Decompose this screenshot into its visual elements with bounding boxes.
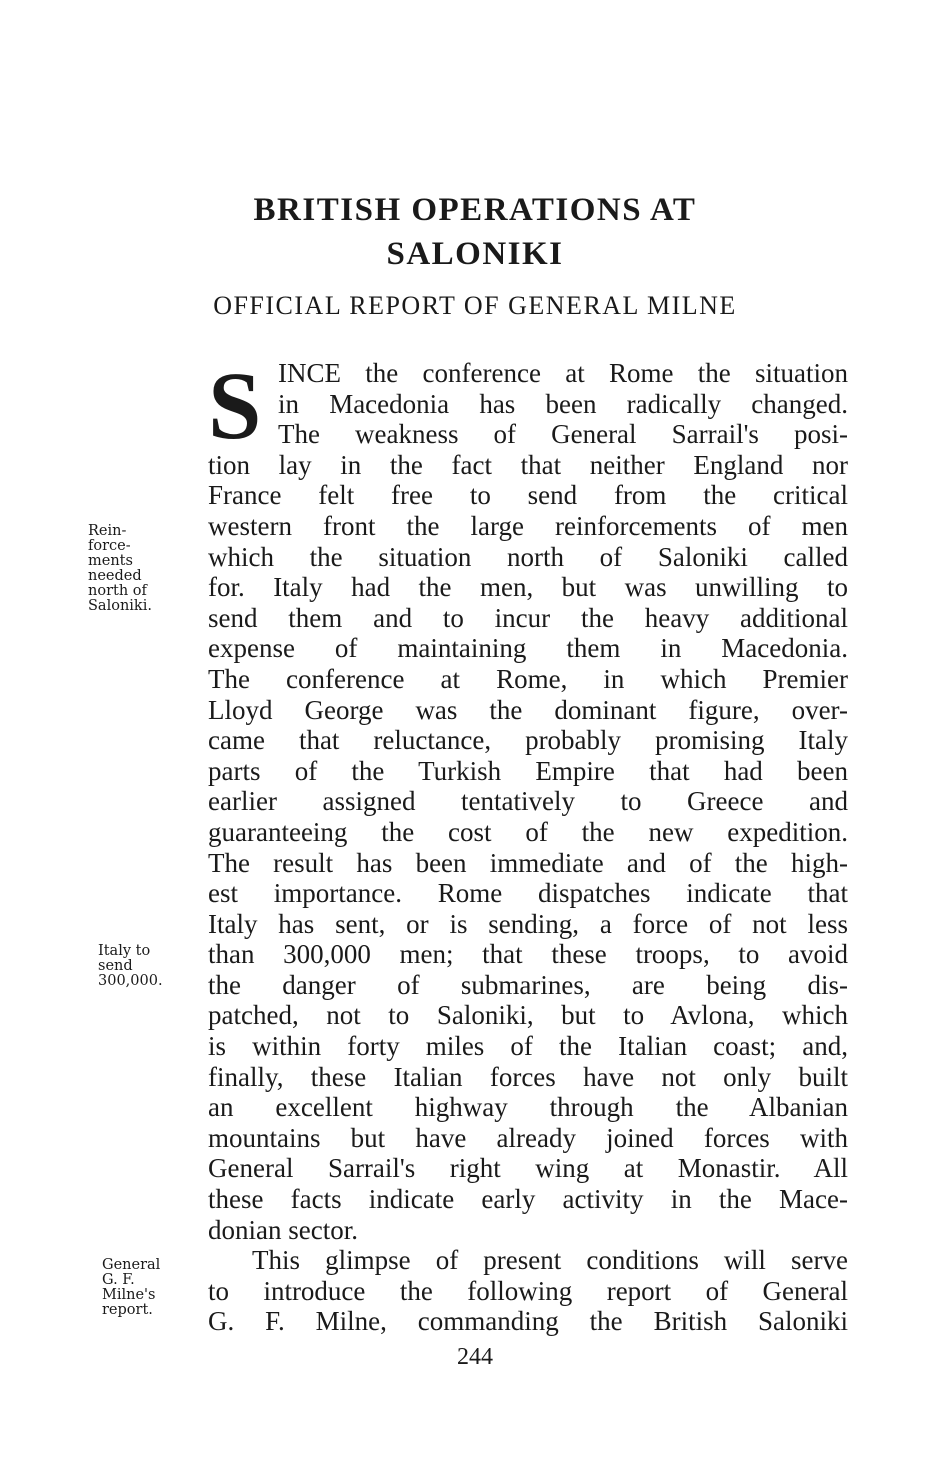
body-line: western front the large reinforcements of men xyxy=(208,510,848,541)
sidenote-line: force- xyxy=(88,538,131,554)
sidenote-line: Italy to xyxy=(98,943,151,959)
body-line: earlier assigned tentatively to Greece and xyxy=(208,786,848,817)
article-title-line-1: BRITISH OPERATIONS AT xyxy=(253,192,697,228)
sidenote-line: send xyxy=(98,958,133,974)
body-line: Italy has sent, or is sending, a force of not less xyxy=(208,908,848,939)
body-line: the danger of submarines, are being dis- xyxy=(208,969,848,1000)
body-line: for. Italy had the men, but was unwilling to xyxy=(208,572,848,603)
body-line: France felt free to send from the critical xyxy=(208,480,848,511)
sidenote-line: Saloniki. xyxy=(88,598,152,614)
sidenote-line: General xyxy=(102,1257,161,1273)
paragraph-2 xyxy=(208,1245,848,1337)
body-line: The result has been immediate and of the high- xyxy=(208,847,848,878)
body-line: is within forty miles of the Italian coast; and, xyxy=(208,1031,848,1062)
sidenote-line: needed xyxy=(88,568,142,584)
body-line: General Sarrail's right wing at Monastir. All xyxy=(208,1153,848,1184)
article-body xyxy=(208,352,848,1337)
sidenote-italy xyxy=(98,944,206,989)
body-line: G. F. Milne, commanding the British Saloniki xyxy=(208,1306,848,1337)
body-line: This glimpse of present conditions will serve xyxy=(252,1245,848,1276)
body-line: these facts indicate early activity in the Mace- xyxy=(208,1184,848,1215)
sidenote-line: 300,000. xyxy=(98,973,163,989)
body-line: finally, these Italian forces have not only built xyxy=(208,1061,848,1092)
body-line: came that reluctance, probably promising Italy xyxy=(208,725,848,756)
body-line: The conference at Rome, in which Premier xyxy=(208,663,848,694)
page-number: 244 xyxy=(457,1344,493,1370)
sidenote-line: report. xyxy=(102,1302,153,1318)
body-line: The weakness of General Sarrail's posi- xyxy=(278,419,848,450)
body-line: to introduce the following report of General xyxy=(208,1275,848,1306)
body-line: INCE the conference at Rome the situation xyxy=(278,358,848,388)
body-line: in Macedonia has been radically changed. xyxy=(278,388,848,419)
article-subtitle: OFFICIAL REPORT OF GENERAL MILNE xyxy=(213,291,737,320)
body-line: guaranteeing the cost of the new expedition. xyxy=(208,816,848,847)
body-line: expense of maintaining them in Macedonia. xyxy=(208,633,848,664)
sidenote-reinforcements xyxy=(88,524,196,614)
body-line: patched, not to Saloniki, but to Avlona, which xyxy=(208,1000,848,1031)
body-line: send them and to incur the heavy additional xyxy=(208,602,848,633)
sidenote-line: G. F. xyxy=(102,1272,135,1288)
paragraph-1 xyxy=(208,352,848,1245)
drop-cap: S xyxy=(208,352,262,459)
sidenote-line: ments xyxy=(88,553,133,569)
body-line: Lloyd George was the dominant figure, over- xyxy=(208,694,848,725)
body-line: est importance. Rome dispatches indicate that xyxy=(208,878,848,909)
sidenote-line: Rein- xyxy=(88,523,127,539)
sidenote-milne xyxy=(102,1258,210,1318)
article-title-line-2: SALONIKI xyxy=(386,236,564,272)
body-line: donian sector. xyxy=(208,1214,358,1245)
body-line: than 300,000 men; that these troops, to avoid xyxy=(208,939,848,970)
sidenote-line: Milne's xyxy=(102,1287,156,1303)
body-line: an excellent highway through the Albanian xyxy=(208,1092,848,1123)
body-line: tion lay in the fact that neither England nor xyxy=(208,449,848,480)
body-line: mountains but have already joined forces with xyxy=(208,1122,848,1153)
body-line: which the situation north of Saloniki called xyxy=(208,541,848,572)
sidenote-line: north of xyxy=(88,583,147,599)
body-line: parts of the Turkish Empire that had been xyxy=(208,755,848,786)
